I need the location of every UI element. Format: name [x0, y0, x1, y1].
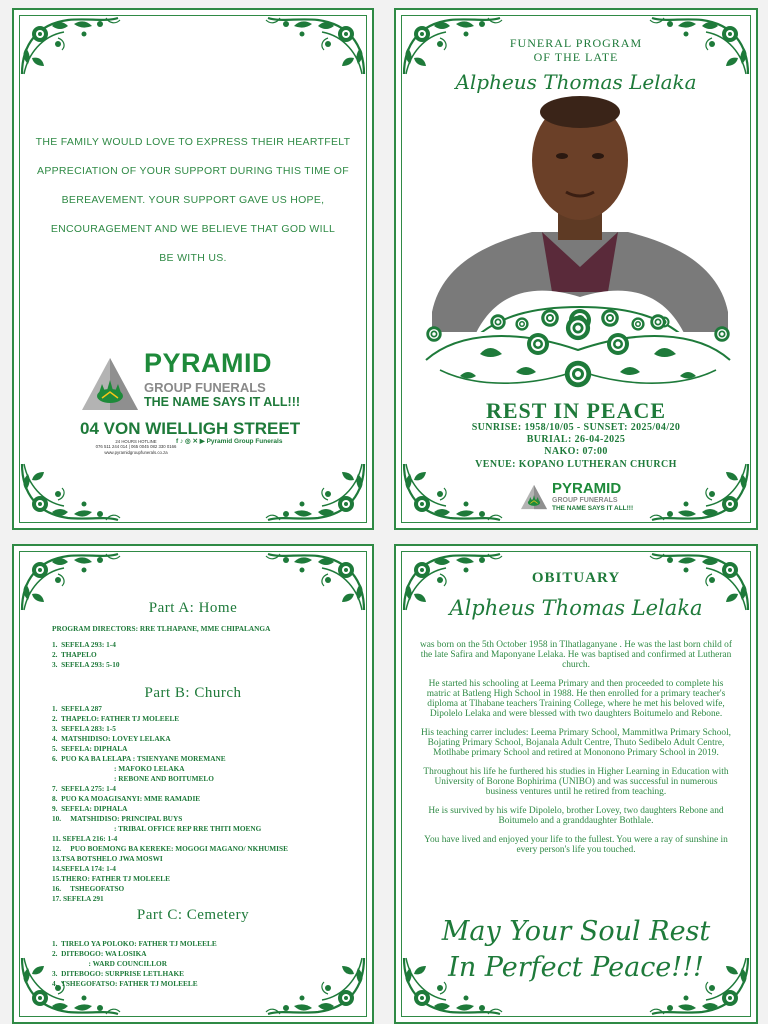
- program-item: 11. SEFELA 216: 1-4: [52, 834, 118, 843]
- program-item: 15.THERO: FATHER TJ MOLEELE: [52, 874, 170, 883]
- logo-subtitle: GROUP FUNERALS: [552, 497, 618, 504]
- corner-ornament: [264, 954, 368, 1018]
- program-item: 2. THAPELO: FATHER TJ MOLEELE: [52, 714, 180, 723]
- service-venue: VENUE: KOPANO LUTHERAN CHURCH: [475, 458, 677, 470]
- burial-date: BURIAL: 26-04-2025: [526, 434, 626, 446]
- logo-subtitle: GROUP FUNERALS: [144, 380, 266, 395]
- service-time: NAKO: 07:00: [544, 446, 608, 458]
- program-item: 1. SEFELA 293: 1-4: [52, 640, 116, 649]
- obituary-heading: OBITUARY: [531, 570, 621, 586]
- corner-ornament: [18, 14, 122, 78]
- obituary-paragraph: He is survived by his wife Dipolelo, brother Lovey, two daughters Rebone and Boitumelo and a granddaughter Bothlale.: [428, 806, 724, 826]
- obituary-paragraph: Throughout his life he furthered his studies in Higher Learning in Education with University of Borone Bophirima (UNIBO) and was successful in numerous business ventures until he retired from teaching.: [423, 767, 729, 797]
- program-panel: [12, 544, 374, 1024]
- program-item: 8. PUO KA MOAGISANYI: MME RAMADIE: [52, 794, 201, 803]
- farewell-message: [396, 914, 756, 986]
- program-item: : WARD COUNCILLOR: [52, 959, 168, 968]
- program-item: : REBONE AND BOITUMELO: [52, 774, 214, 783]
- obituary-deceased-name: Alpheus Thomas Lelaka: [449, 596, 703, 620]
- portrait-photo: [432, 92, 728, 332]
- logo-tagline: THE NAME SAYS IT ALL!!!: [144, 395, 301, 409]
- farewell-line: In Perfect Peace!!!: [448, 952, 704, 983]
- social-links: [176, 437, 282, 445]
- program-item: 1. TIRELO YA POLOKO: FATHER TJ MOLEELE: [52, 939, 217, 948]
- program-item: 17. SEFELA 291: [52, 894, 104, 903]
- service-details: [396, 422, 756, 471]
- program-item: 7. SEFELA 275: 1-4: [52, 784, 116, 793]
- rose-garland-ornament: [420, 310, 736, 398]
- program-item: 3. SEFELA 293: 5-10: [52, 660, 120, 669]
- thanks-panel: [12, 8, 374, 530]
- corner-ornament: [18, 460, 122, 524]
- logo-name: PYRAMID: [144, 348, 273, 378]
- company-website: www.pyramidgroupfunerals.co.za: [104, 449, 168, 455]
- program-heading: [396, 36, 756, 64]
- program-item: 6. PUO KA BA LELAPA : TSIENYANE MOREMANE: [52, 754, 226, 763]
- hotline-numbers: 076 511 244 014 | 065 0045 082 330 0166: [95, 444, 177, 450]
- obituary-paragraph: You have lived and enjoyed your life to the fullest. You were a ray of sunshine in every person's life you touched.: [424, 835, 728, 855]
- obituary-paragraph: His teaching carrer includes: Leema Primary School, Mammitlwa Primary School, Bojating Primary School, Bojanala Adult Centre, Thuto Sedibelo Adult Centre, Motlhabe primary School and retired at Mononono Primary School in 2019.: [420, 728, 732, 758]
- social-page-name: Pyramid Group Funerals: [206, 438, 283, 445]
- gratitude-line: THE FAMILY WOULD LOVE TO EXPRESS THEIR HEARTFELT: [35, 136, 351, 148]
- program-item: 10. MATSHIDISO: PRINCIPAL BUYS: [52, 814, 183, 823]
- logo-name: PYRAMID: [552, 480, 622, 497]
- program-heading-line: FUNERAL PROGRAM: [509, 36, 643, 50]
- program-item: : TRIBAL OFFICE REP RRE THITI MOENG: [52, 824, 262, 833]
- gratitude-line: BEREAVEMENT. YOUR SUPPORT GAVE US HOPE,: [61, 194, 325, 206]
- deceased-name: Alpheus Thomas Lelaka: [455, 70, 697, 94]
- part-a-heading: Part A: Home: [148, 600, 238, 616]
- funeral-company-logo-small: [520, 480, 640, 514]
- gratitude-line: ENCOURAGEMENT AND WE BELIEVE THAT GOD WILL: [50, 223, 336, 235]
- program-item: 13.TSA BOTSHELO JWA MOSWI: [52, 854, 163, 863]
- part-b-heading: Part B: Church: [144, 685, 242, 701]
- program-item: 2. THAPELO: [52, 650, 97, 659]
- corner-ornament: [264, 14, 368, 78]
- part-c-heading: Part C: Cemetery: [136, 907, 250, 923]
- part-c-list: [52, 939, 217, 989]
- gratitude-line: APPRECIATION OF YOUR SUPPORT DURING THIS TIME OF: [37, 165, 349, 177]
- obituary-panel: [394, 544, 758, 1024]
- program-item: 2. DITEBOGO: WA LOSIKA: [52, 949, 147, 958]
- program-directors: PROGRAM DIRECTORS: RRE TLHAPANE, MME CHIPALANGA: [52, 624, 271, 633]
- part-b-list: [52, 704, 288, 904]
- program-item: 16. TSHEGOFATSO: [52, 884, 125, 893]
- pyramid-logo-icon: [520, 484, 548, 510]
- company-address: 04 VON WIELLIGH STREET: [80, 419, 301, 438]
- part-a-list: [52, 640, 120, 670]
- gratitude-message: [32, 128, 354, 273]
- program-item: 9. SEFELA: DIPHALA: [52, 804, 128, 813]
- obituary-paragraph: was born on the 5th October 1958 in Tlhatlaganyane . He was the last born child of the late Safira and Maponyane Lelaka. He was baptised and confirmed at Lutheran church.: [420, 640, 732, 670]
- program-item: 1. SEFELA 287: [52, 704, 102, 713]
- obituary-paragraph: He started his schooling at Leema Primary and then proceeded to complete his matric at Batleng High School in 1988. He then enrolled for a primary teacher's diploma at Tlhabane teachers Training College, where he met his beloved wife, Dipolelo Lelaka and were blessed with two daughters Boitumelo and Rebone.: [426, 679, 726, 719]
- hotline-label: 24 HOURS HOTLINE: [115, 439, 157, 444]
- gratitude-line: BE WITH US.: [159, 252, 227, 264]
- rest-in-peace-heading: REST IN PEACE: [485, 398, 667, 423]
- program-item: 4. TSHEGOFATSO: FATHER TJ MOLEELE: [52, 979, 198, 988]
- obituary-text: [420, 640, 732, 864]
- corner-ornament: [264, 460, 368, 524]
- cover-panel: [394, 8, 758, 530]
- logo-tagline: THE NAME SAYS IT ALL!!!: [552, 505, 634, 512]
- program-item: 3. SEFELA 283: 1-5: [52, 724, 116, 733]
- farewell-line: May Your Soul Rest: [441, 916, 711, 947]
- program-item: 5. SEFELA: DIPHALA: [52, 744, 128, 753]
- program-item: 3. DITEBOGO: SURPRISE LETLHAKE: [52, 969, 184, 978]
- program-item: : MAFOKO LELAKA: [52, 764, 185, 773]
- program-item: 4. MATSHIDISO: LOVEY LELAKA: [52, 734, 171, 743]
- program-item: 14.SEFELA 174: 1-4: [52, 864, 116, 873]
- program-heading-line: OF THE LATE: [533, 50, 619, 64]
- social-icons: f ♪ ◎ ✕ ▶: [176, 438, 205, 445]
- sunrise-sunset-dates: SUNRISE: 1958/10/05 - SUNSET: 2025/04/20: [471, 422, 681, 433]
- program-item: 12. PUO BOEMONG BA KEREKE: MOGOGI MAGANO/ NKHUMISE: [52, 844, 288, 853]
- pyramid-logo-icon: [80, 356, 140, 412]
